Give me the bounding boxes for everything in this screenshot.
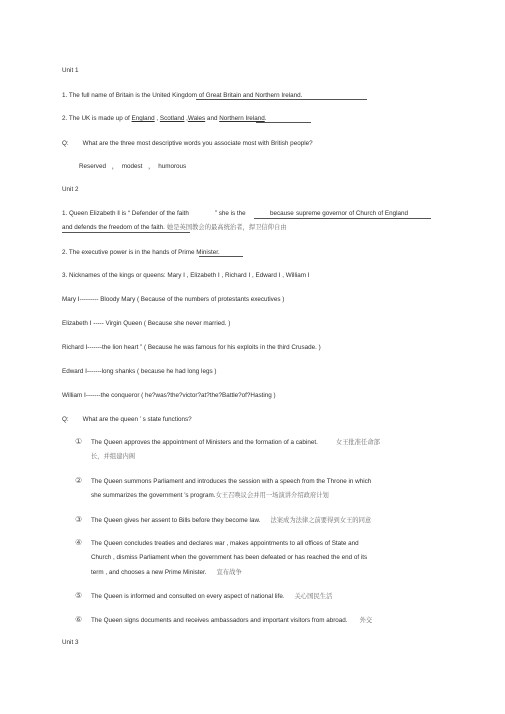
unit2-heading: Unit 2 <box>62 186 79 193</box>
function-1-line2: 长，并组建内阁 <box>91 453 136 460</box>
unit2-question: Q: What are the queen ’ s state functions? <box>62 416 192 423</box>
item1-prefix: 1. The full name of Britain is t <box>62 92 144 99</box>
unit1-question: Q: What are the three most descriptive words you associate most with British people? <box>62 140 313 147</box>
function-2-number: ② <box>75 476 83 485</box>
item1-rule-top <box>254 218 431 219</box>
nickname-edward: Edward Ⅰ-------long shanks ( because he had long legs ) <box>62 368 217 375</box>
answer-scotland: Scotland <box>159 115 185 122</box>
function-1-number: ① <box>75 437 83 446</box>
unit1-heading: Unit 1 <box>62 67 79 74</box>
function-5-number: ⑤ <box>75 591 83 600</box>
answer-wales: Wales <box>187 115 206 122</box>
unit2-item3: 3. Nicknames of the kings or queens: Mary Ⅰ , Elizabeth Ⅰ , Richard Ⅰ , Edward Ⅰ , William Ⅰ <box>62 272 310 279</box>
nickname-mary: Mary Ⅰ--------- Bloody Mary ( Because of the numbers of protestants executives ) <box>62 296 285 303</box>
function-4-line3: term , and chooses a new Prime Minister. 宣布战争 <box>91 569 242 576</box>
answer-northern-ireland: Northern Ireland <box>219 115 265 122</box>
item2-prefix: 2. The UK is made up of <box>62 115 132 122</box>
nickname-elizabeth: Elizabeth Ⅰ ----- Virgin Queen ( Because she never married. ) <box>62 320 231 327</box>
answer-england: England <box>131 115 155 122</box>
function-6-number: ⑥ <box>75 615 83 624</box>
function-4-line1: The Queen concludes treaties and declares war , makes appointments to all offices of State and <box>91 540 359 547</box>
function-3-number: ③ <box>75 515 83 524</box>
item2-rule <box>199 256 243 257</box>
function-4-line2: Church , dismiss Parliament when the government has been defeated or has reached the end of its <box>91 554 368 561</box>
unit1-item2: 2. The UK is made up of England , Scotland ,Wales and Northern Ireland. <box>62 115 267 122</box>
function-1-line1: The Queen approves the appointment of Ministers and the formation of a cabinet. 女王批准任命部 <box>91 439 380 446</box>
unit2-item1-rest: supreme governor of Church of England <box>296 210 409 217</box>
function-2-line1: The Queen summons Parliament and introduces the session with a speech from the Throne in which <box>91 478 372 485</box>
unit3-heading: Unit 3 <box>62 639 79 646</box>
nickname-william: William Ⅰ-------the conqueror ( he?was?the?victor?at?the?Battle?of?Hasting ) <box>62 392 276 399</box>
function-3-line1: The Queen gives her assent to Bills before they become law. 法案成为法律之前要得到女王的同意 <box>91 517 372 524</box>
function-6-line1: The Queen signs documents and receives ambassadors and important visitors from abroad. 外交 <box>91 617 373 624</box>
item1-underline <box>196 99 367 100</box>
unit2-item1-overlap: because <box>270 210 294 217</box>
function-5-line1: The Queen is informed and consulted on every aspect of national life. 关心国民生活 <box>91 593 333 600</box>
unit2-item2: 2. The executive power is in the hands of Prime Minister. <box>62 249 220 256</box>
item1-answer: he United Kingdom of Great Britain and Northern Ireland. <box>143 92 303 99</box>
function-2-line2: she summarizes the government ’s program.女王召唤议会并用一场演讲介绍政府计划 <box>91 492 329 499</box>
unit1-answers: Reserved ， modest ， humorous <box>79 163 187 170</box>
unit2-item1-line1: 1. Queen Elizabeth ‖ is “ Defender of the faith ” she is the <box>62 210 246 217</box>
item1-rule-bottom <box>62 232 190 233</box>
nickname-richard: Richard Ⅰ-------the lion heart ” ( Because he was famous for his exploits in the third Crusade. ) <box>62 344 321 351</box>
unit2-item1-line2: and defends the freedom of the faith. 她是英国教会的最高统治者，捍卫信仰自由 <box>62 224 287 231</box>
function-4-number: ④ <box>75 538 83 547</box>
item2-underline <box>256 122 311 123</box>
